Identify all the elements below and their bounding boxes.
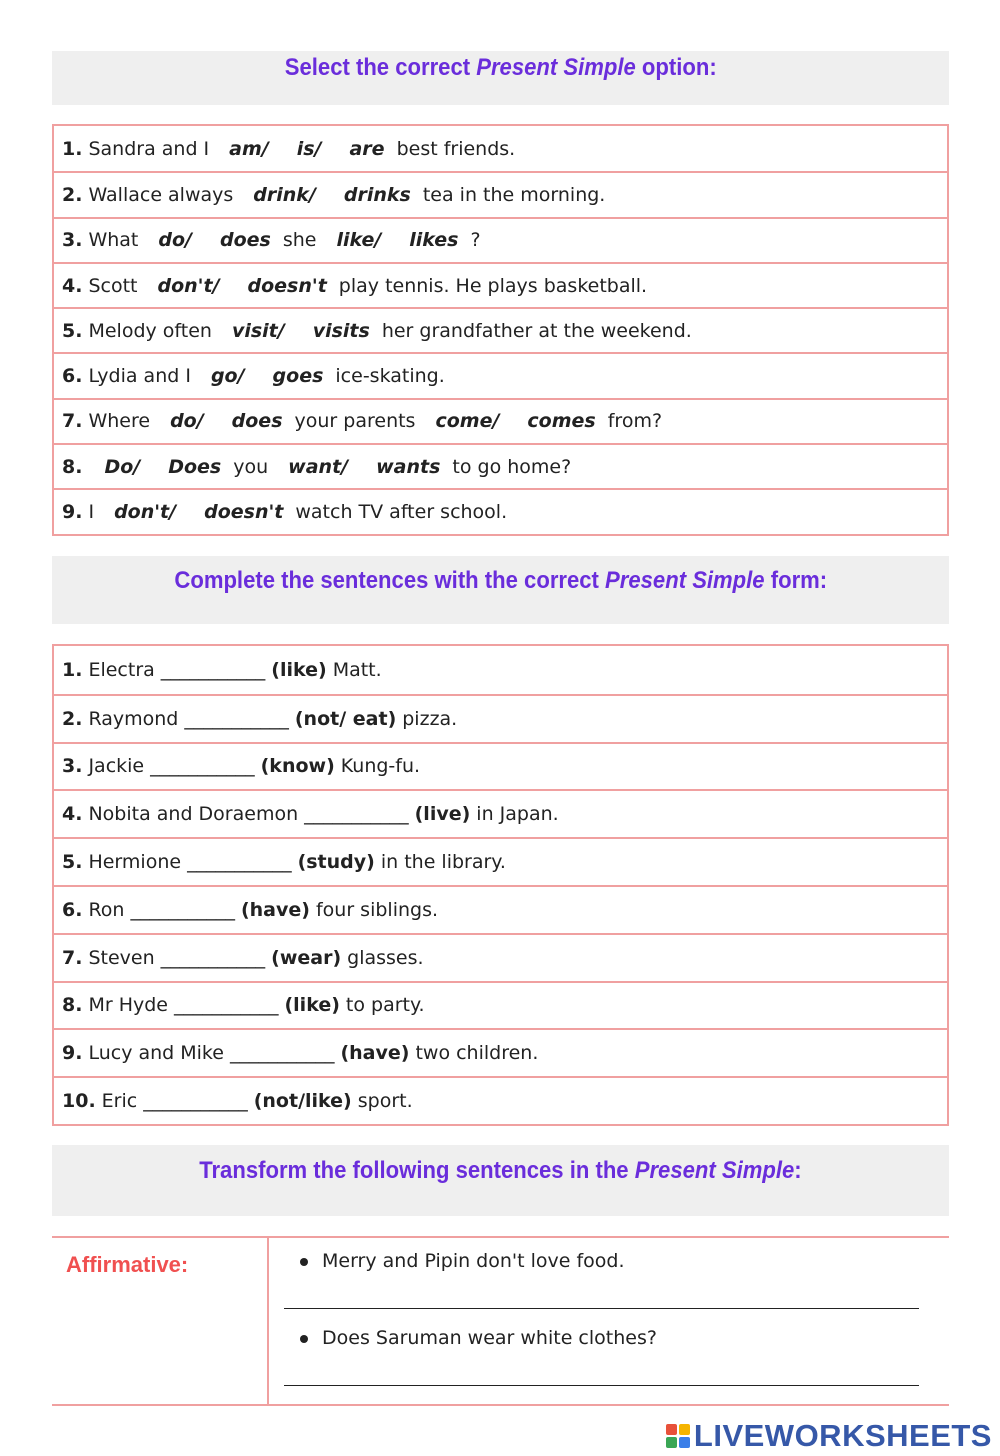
item-number: 3. [62,229,83,252]
item-number: 7. [62,410,83,433]
answer-option[interactable]: drink/ [253,183,316,206]
logo-square [666,1424,677,1435]
subject-text: Steven [88,946,155,969]
subject-text: Ron [88,898,125,921]
item-number: 5. [62,851,83,874]
answer-option[interactable]: drinks [343,183,411,206]
item-number: 4. [62,803,83,826]
sentence-rest: sport. [357,1090,413,1113]
sentence-text: Sandra and I [88,137,210,160]
complete-sentences-table [52,644,949,1126]
sentence-text: tea in the morning. [422,183,606,206]
answer-blank[interactable]: ___________ [143,1090,248,1113]
answer-option[interactable]: don't/ [157,274,220,297]
option-row [54,488,947,533]
verb-hint: (live) [414,803,471,826]
section-3-title: Transform the following sentences in the Present Simple: [52,1145,949,1216]
sentence-rest: two children. [415,1042,539,1065]
subject-text: Lucy and Mike [88,1042,224,1065]
option-row [54,398,947,443]
item-number: 8. [62,455,83,478]
verb-hint: (wear) [271,946,342,969]
subject-text: Nobita and Doraemon [88,803,299,826]
fill-row [54,646,947,694]
verb-hint: (have) [240,898,310,921]
answer-blank[interactable]: ___________ [187,851,292,874]
answer-blank[interactable]: ___________ [173,994,279,1017]
sentence-rest: four siblings. [315,898,439,921]
sentence-rest: Kung-fu. [340,755,421,778]
option-row [54,443,947,488]
logo-text: LIVEWORKSHEETS [693,1418,992,1453]
answer-option[interactable]: Does [168,455,222,478]
answer-option[interactable]: doesn't [204,501,284,524]
answer-blank[interactable]: ___________ [304,803,409,826]
bullet-icon [300,1335,308,1343]
answer-option[interactable]: is/ [296,137,322,160]
subject-text: Eric [101,1090,138,1113]
sentence-text: Wallace always [88,183,234,206]
item-number: 1. [62,137,83,160]
answer-option[interactable]: visit/ [231,319,285,342]
fill-row [54,694,947,742]
logo-icon [666,1424,690,1448]
answer-option[interactable]: don't/ [114,501,177,524]
answer-option[interactable]: doesn't [247,274,327,297]
option-row [54,126,947,171]
section-1-title: Select the correct Present Simple option: [52,51,949,105]
answer-option[interactable]: are [349,137,385,160]
answer-option[interactable]: comes [527,410,596,433]
sentence-rest: glasses. [347,946,424,969]
answer-option[interactable]: do/ [170,410,204,433]
sentence-text: What [88,229,139,252]
logo-square [679,1424,690,1435]
fill-row [54,933,947,981]
answer-option[interactable]: visits [312,319,370,342]
item-number: 2. [62,183,83,206]
item-number: 3. [62,755,83,778]
answer-blank[interactable]: ___________ [160,946,266,969]
item-number: 7. [62,946,83,969]
item-number: 8. [62,994,83,1017]
sentence-text: ice-skating. [335,365,445,388]
sentence-text: Scott [88,274,138,297]
sentence-text: ? [470,229,481,252]
fill-row [54,837,947,885]
sentence-text: she [282,229,317,252]
answer-option[interactable]: does [231,410,283,433]
item-number: 9. [62,501,83,524]
verb-hint: (like) [271,658,327,681]
sentence-text: from? [607,410,663,433]
option-row [54,352,947,397]
item-number: 6. [62,898,83,921]
transform-item [300,1250,625,1272]
sentence-text: Where [88,410,151,433]
fill-row [54,885,947,933]
subject-text: Raymond [88,707,179,730]
logo-square [679,1437,690,1448]
option-row [54,171,947,216]
sentence-text: your parents [294,410,416,433]
verb-hint: (study) [297,851,375,874]
logo-square [666,1437,677,1448]
select-option-table [52,124,949,536]
sentence-text: Melody often [88,319,212,342]
sentence-text: best friends. [396,137,516,160]
subject-text: Electra [88,658,155,681]
transform-table [52,1236,949,1406]
option-row [54,217,947,262]
answer-line[interactable] [284,1308,919,1309]
answer-option[interactable]: come/ [435,410,500,433]
answer-blank[interactable]: ___________ [160,658,266,681]
option-row [54,262,947,307]
transform-item [300,1327,657,1349]
verb-hint: (not/ eat) [294,707,397,730]
answer-blank[interactable]: ___________ [130,898,235,921]
sentence-text: you [233,455,269,478]
item-number: 6. [62,365,83,388]
subject-text: Jackie [88,755,145,778]
sentence-rest: in Japan. [476,803,559,826]
verb-hint: (have) [340,1042,410,1065]
liveworksheets-logo [666,1418,992,1454]
fill-row [54,1076,947,1124]
answer-option[interactable]: wants [376,455,441,478]
answer-option[interactable]: want/ [288,455,349,478]
sentence-rest: in the library. [380,851,506,874]
subject-text: Mr Hyde [88,994,168,1017]
answer-blank[interactable]: ___________ [150,755,255,778]
item-number: 10. [62,1090,96,1113]
item-number: 2. [62,707,83,730]
affirmative-label: Affirmative: [66,1252,189,1277]
sentence-rest: to party. [345,994,425,1017]
verb-hint: (not/like) [253,1090,352,1113]
fill-row [54,789,947,837]
answer-option[interactable]: likes [409,229,459,252]
item-number: 9. [62,1042,83,1065]
answer-option[interactable]: like/ [336,229,382,252]
bullet-icon [300,1258,308,1266]
answer-option[interactable]: goes [272,365,324,388]
sentence-text: Lydia and I [88,365,191,388]
sentence-rest: Matt. [332,658,382,681]
sentence-text: her grandfather at the weekend. [381,319,692,342]
fill-row [54,1028,947,1076]
sentence-rest: pizza. [402,707,458,730]
transform-sentence: Does Saruman wear white clothes? [322,1327,657,1349]
item-number: 5. [62,319,83,342]
transform-sentence: Merry and Pipin don't love food. [322,1250,625,1272]
item-number: 4. [62,274,83,297]
answer-option[interactable]: Do/ [104,455,141,478]
sentence-text: play tennis. He plays basketball. [338,274,648,297]
option-row [54,307,947,352]
answer-blank[interactable]: ___________ [184,707,289,730]
answer-option[interactable]: am/ [229,137,269,160]
section-2-title: Complete the sentences with the correct Present Simple form: [52,556,949,624]
answer-blank[interactable]: ___________ [229,1042,335,1065]
column-divider [267,1238,269,1406]
answer-line[interactable] [284,1385,919,1386]
sentence-text: watch TV after school. [295,501,508,524]
verb-hint: (like) [284,994,340,1017]
sentence-text: to go home? [452,455,572,478]
answer-option[interactable]: does [219,229,271,252]
item-number: 1. [62,658,83,681]
sentence-text: I [88,501,95,524]
subject-text: Hermione [88,851,182,874]
verb-hint: (know) [260,755,335,778]
answer-option[interactable]: go/ [210,365,245,388]
answer-option[interactable]: do/ [158,229,192,252]
fill-row [54,981,947,1029]
fill-row [54,742,947,790]
